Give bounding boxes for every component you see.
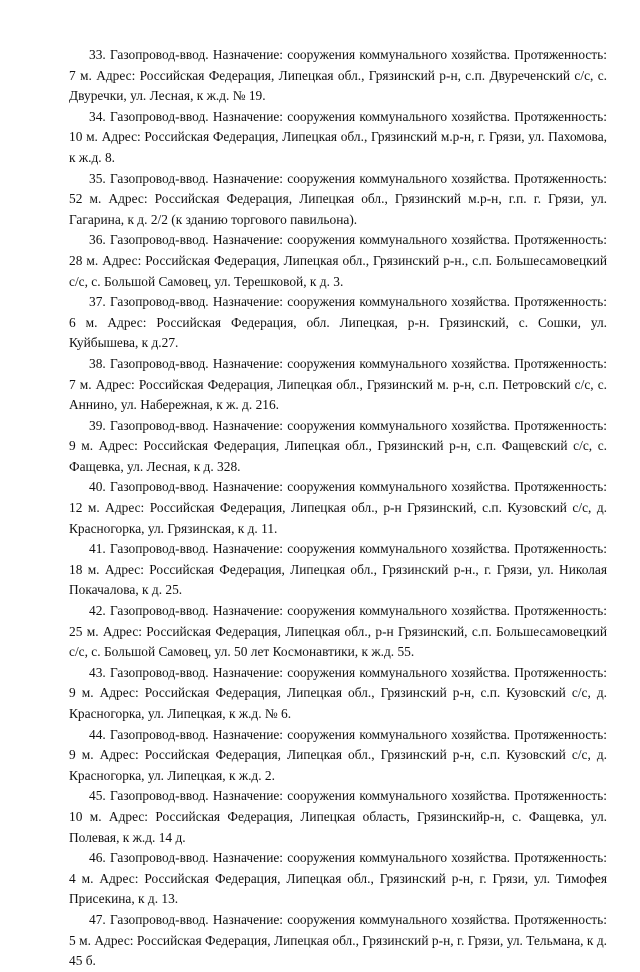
list-item-47: 47. Газопровод-ввод. Назначение: сооружения коммунального хозяйства. Протяженность: 5 м. Адрес: Российская Федерация, Липецкая обл., Грязинский р-н, г. Грязи, ул. Тельмана, к д. 45 б. [69, 911, 607, 969]
list-item-35: 35. Газопровод-ввод. Назначение: сооружения коммунального хозяйства. Протяженность: 52 м. Адрес: Российская Федерация, Липецкая обл., Грязинский м.р-н, г.п. г. Грязи, ул. Гагарина, к д. 2/2 (к зданию торгового павильона). [69, 170, 607, 227]
list-item-42: 42. Газопровод-ввод. Назначение: сооружения коммунального хозяйства. Протяженность: 25 м. Адрес: Российская Федерация, Липецкая обл., р-н Грязинский, с.п. Большесамовецкий с/с, с. Большой Самовец, ул. 50 лет Космонавтики, к ж.д. 55. [69, 603, 607, 660]
list-item-43: 43. Газопровод-ввод. Назначение: сооружения коммунального хозяйства. Протяженность: 9 м. Адрес: Российская Федерация, Липецкая обл., Грязинский р-н, с.п. Кузовский с/с, д. Красногорка, ул. Липецкая, к ж.д. № 6. [69, 664, 607, 721]
list-item-44: 44. Газопровод-ввод. Назначение: сооружения коммунального хозяйства. Протяженность: 9 м. Адрес: Российская Федерация, Липецкая обл., Грязинский р-н, с.п. Кузовский с/с, д. Красногорка, ул. Липецкая, к ж.д. 2. [69, 726, 607, 783]
list-item-36: 36. Газопровод-ввод. Назначение: сооружения коммунального хозяйства. Протяженность: 28 м. Адрес: Российская Федерация, Липецкая обл., Грязинский р-н., с.п. Большесамовецкий с/с, с. Большой Самовец, ул. Терешковой, к д. 3. [69, 232, 607, 289]
list-item-46: 46. Газопровод-ввод. Назначение: сооружения коммунального хозяйства. Протяженность: 4 м. Адрес: Российская Федерация, Липецкая обл., Грязинский р-н, г. Грязи, ул. Тимофея Присекина, к д. 13. [69, 850, 607, 907]
list-item-39: 39. Газопровод-ввод. Назначение: сооружения коммунального хозяйства. Протяженность: 9 м. Адрес: Российская Федерация, Липецкая обл., Грязинский р-н, с.п. Фащевский с/с, с. Фащевка, ул. Лесная, к д. 328. [69, 417, 607, 474]
list-item-40: 40. Газопровод-ввод. Назначение: сооружения коммунального хозяйства. Протяженность: 12 м. Адрес: Российская Федерация, Липецкая обл., р-н Грязинский, с.п. Кузовский с/с, д. Красногорка, ул. Грязинская, к д. 11. [69, 479, 607, 536]
list-item-45: 45. Газопровод-ввод. Назначение: сооружения коммунального хозяйства. Протяженность: 10 м. Адрес: Российская Федерация, Липецкая область, Грязинскийр-н, с. Фащевка, ул. Полевая, к ж.д. 14 д. [69, 788, 607, 845]
document-page [69, 45, 607, 972]
list-item-38: 38. Газопровод-ввод. Назначение: сооружения коммунального хозяйства. Протяженность: 7 м. Адрес: Российская Федерация, Липецкая обл., Грязинский м. р-н, с.п. Петровский с/с, с. Аннино, ул. Набережная, к ж. д. 216. [69, 355, 607, 413]
list-item-34: 34. Газопровод-ввод. Назначение: сооружения коммунального хозяйства. Протяженность: 10 м. Адрес: Российская Федерация, Липецкая обл., Грязинский м.р-н, г. Грязи, ул. Пахомова, к ж.д. 8. [69, 108, 607, 165]
list-item-37: 37. Газопровод-ввод. Назначение: сооружения коммунального хозяйства. Протяженность: 6 м. Адрес: Российская Федерация, обл. Липецкая, р-н. Грязинский, с. Сошки, ул. Куйбышева, к д.27. [69, 294, 607, 351]
list-item-41: 41. Газопровод-ввод. Назначение: сооружения коммунального хозяйства. Протяженность: 18 м. Адрес: Российская Федерация, Липецкая обл., Грязинский р-н., г. Грязи, ул. Николая Покачалова, к д. 25. [69, 541, 607, 598]
list-item-33: 33. Газопровод-ввод. Назначение: сооружения коммунального хозяйства. Протяженность: 7 м. Адрес: Российская Федерация, Липецкая обл., Грязинский р-н, с.п. Двуреченский с/с, с. Двуречки, ул. Лесная, к ж.д. № 19. [69, 47, 607, 104]
